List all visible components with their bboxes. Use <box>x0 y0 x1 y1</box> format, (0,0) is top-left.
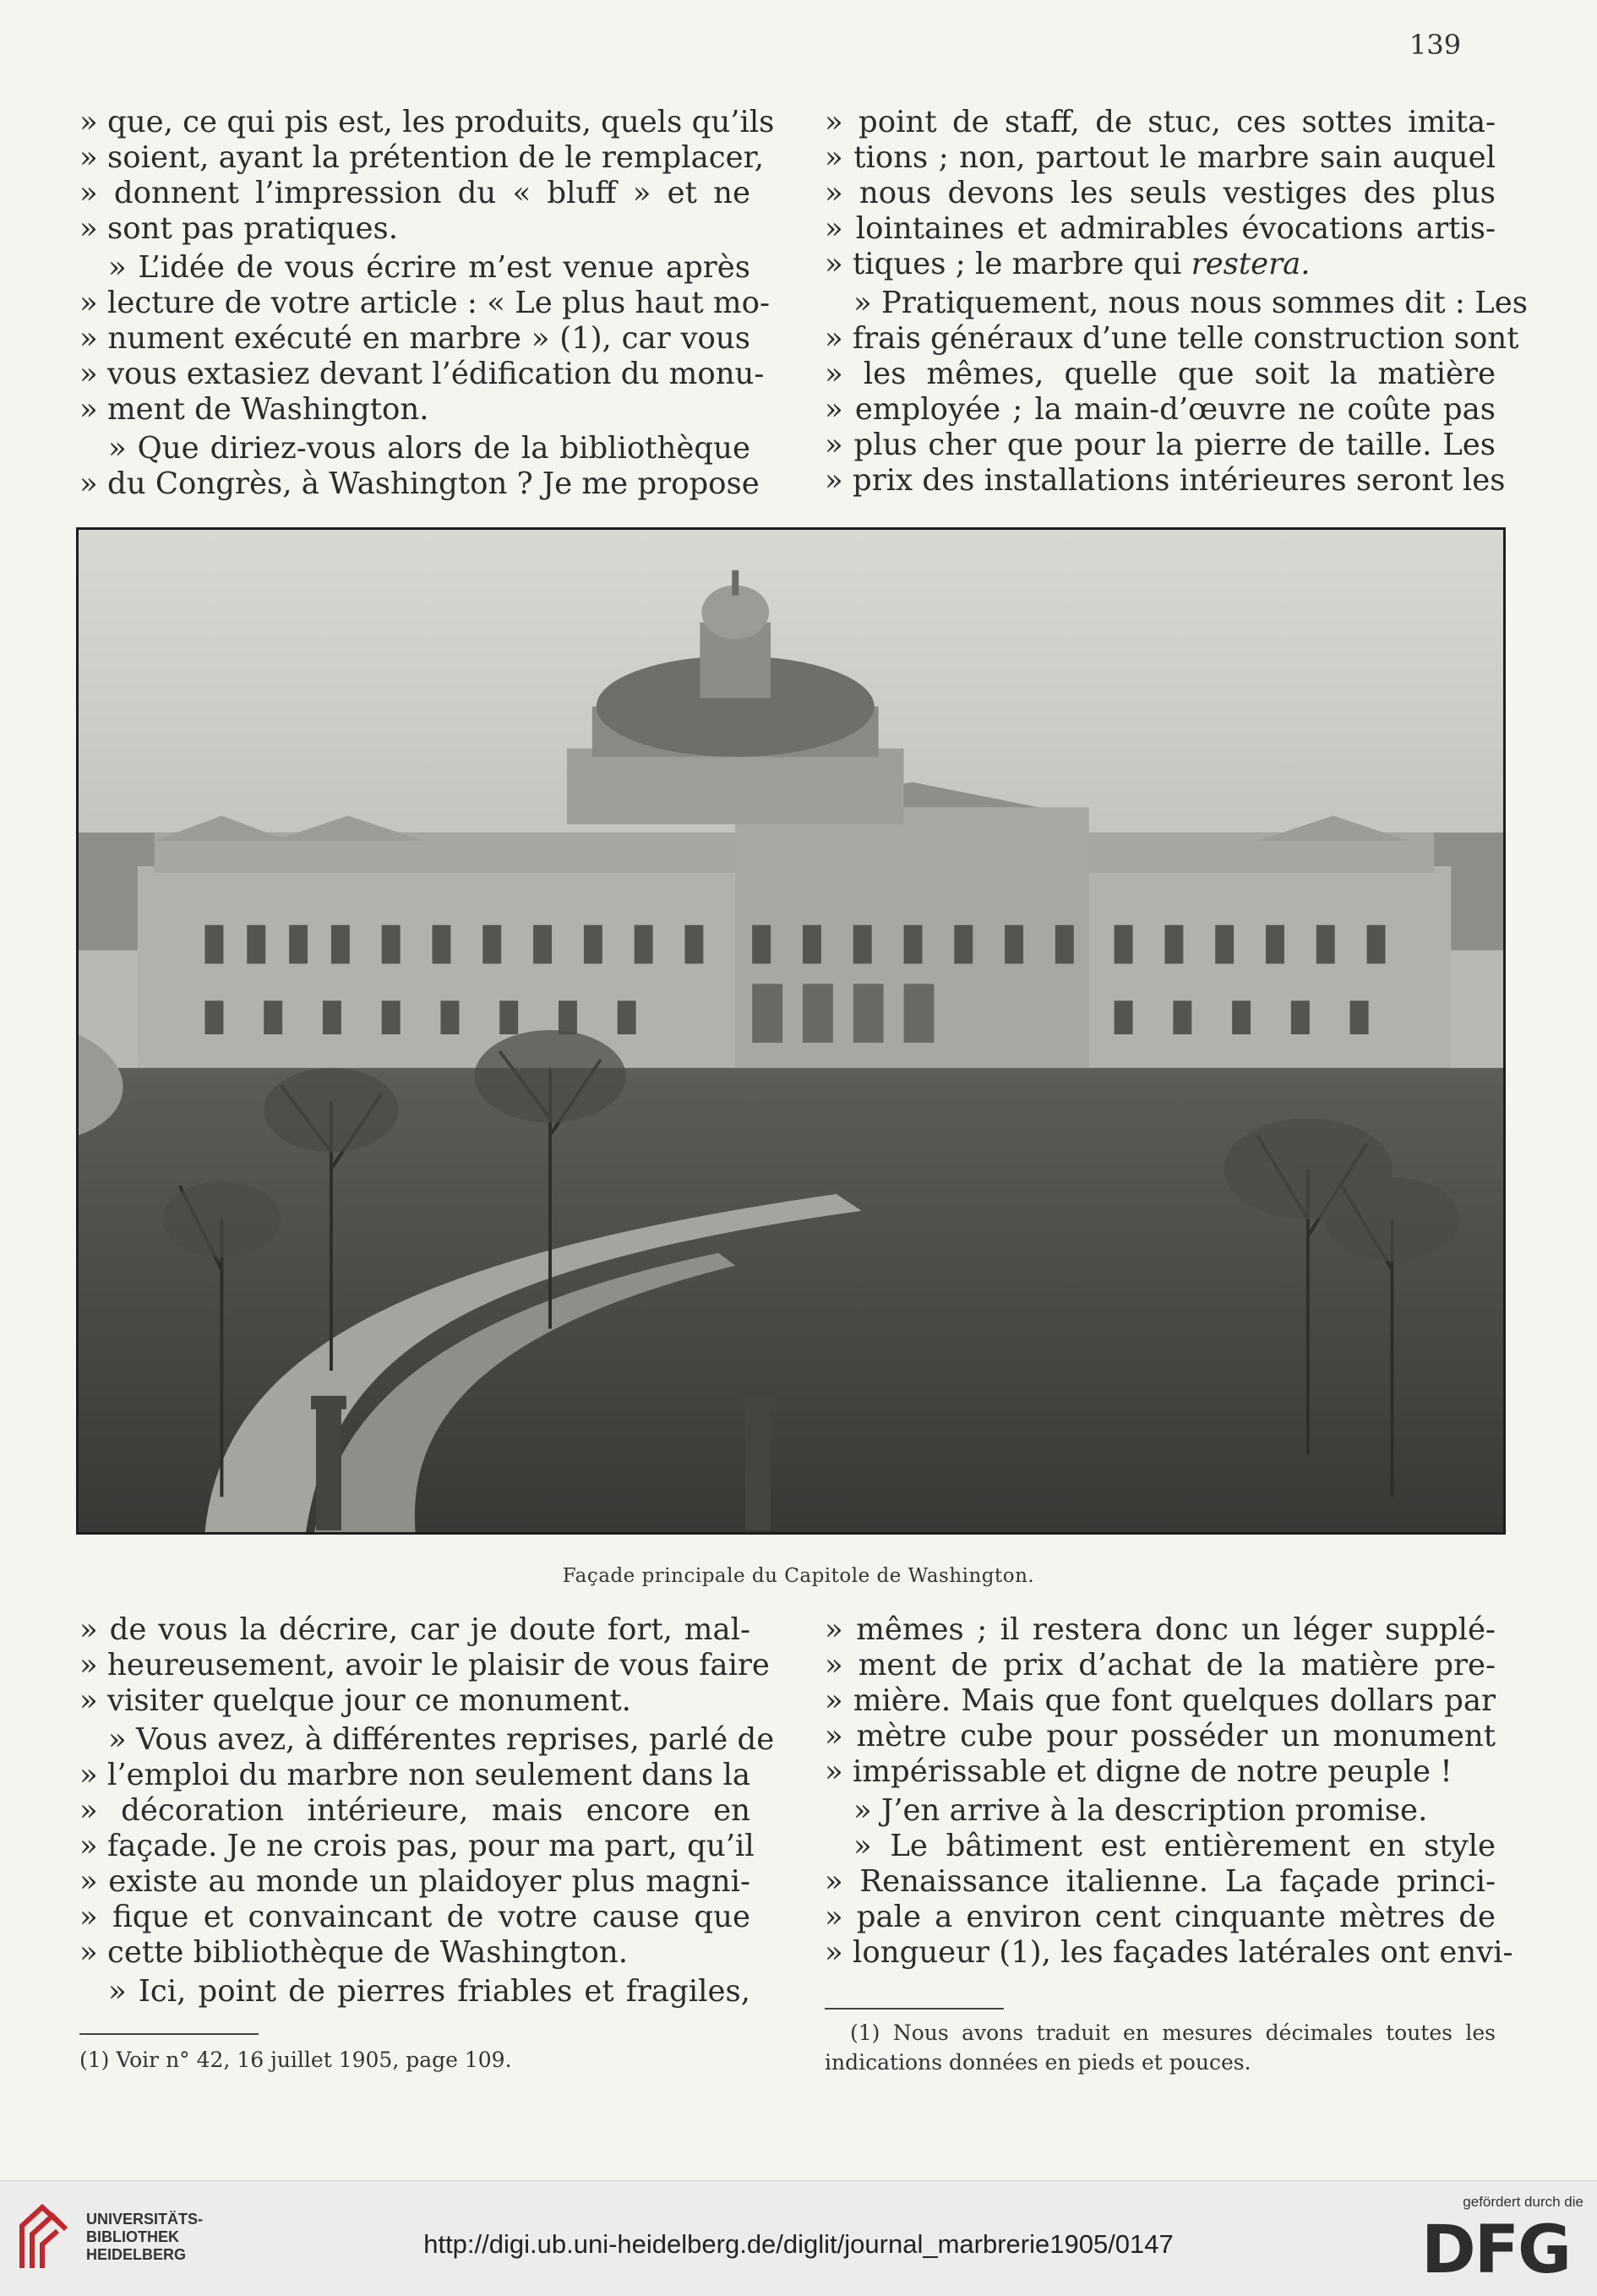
text-line: » ment de Washington. <box>79 392 429 427</box>
text-line: » prix des installations intérieures seront les <box>825 463 1506 498</box>
text-line: » impérissable et digne de notre peuple ! <box>825 1754 1453 1789</box>
text-line: » mière. Mais que font quelques dollars par <box>825 1683 1496 1718</box>
text-line: » tions ; non, partout le marbre sain auquel <box>825 140 1496 175</box>
text-line: » sont pas pratiques. <box>79 211 398 246</box>
dfg-logo: DFG <box>1421 2212 1571 2288</box>
top-left-column <box>79 105 775 502</box>
text-line: » pale a environ cent cinquante mètres de <box>825 1900 1496 1934</box>
text-line: » point de staff, de stuc, ces sottes imita- <box>825 105 1496 139</box>
footnote-right <box>825 2018 1496 2077</box>
text-line: » L’idée de vous écrire m’est venue après <box>108 250 750 285</box>
building-photograph <box>76 527 1506 1535</box>
text-line: » soient, ayant la prétention de le remplacer, <box>79 140 765 175</box>
text-line: » ment de prix d’achat de la matière pre- <box>825 1648 1496 1682</box>
text-line: » longueur (1), les façades latérales ont envi- <box>825 1935 1513 1970</box>
text-line: » que, ce qui pis est, les produits, quels qu’ils <box>79 105 775 139</box>
text-line: » lointaines et admirables évocations artis- <box>825 211 1496 246</box>
text-line: » décoration intérieure, mais encore en <box>79 1793 750 1828</box>
text-line: » l’emploi du marbre non seulement dans la <box>79 1758 750 1792</box>
text-line: » nous devons les seuls vestiges des plus <box>825 176 1496 210</box>
top-right-column <box>825 105 1528 499</box>
text-line: » lecture de votre article : « Le plus haut mo- <box>79 286 770 320</box>
text-line: » plus cher que pour la pierre de taille. Les <box>825 428 1496 462</box>
footnote-rule <box>825 2008 1004 2010</box>
text-line: » du Congrès, à Washington ? Je me propose <box>79 466 760 501</box>
text-line: » Vous avez, à différentes reprises, parlé de <box>108 1722 775 1757</box>
text-line: » existe au monde un plaidoyer plus magni- <box>79 1864 750 1899</box>
footnote-rule <box>79 2033 259 2035</box>
text-line: » tiques ; le marbre qui restera. <box>825 247 1311 281</box>
bottom-left-column <box>79 1612 775 2010</box>
source-url-link[interactable]: http://digi.ub.uni-heidelberg.de/diglit/journal_marbrerie1905/0147 <box>423 2229 1174 2259</box>
text-line: » Ici, point de pierres friables et fragiles, <box>108 1974 750 2009</box>
bottom-right-column <box>825 1612 1513 1971</box>
emphasis-word: restera. <box>1191 247 1311 281</box>
figure-caption: Façade principale du Capitole de Washington. <box>562 1565 1035 1587</box>
text-line: » mètre cube pour posséder un monument <box>825 1719 1496 1753</box>
text-line: » visiter quelque jour ce monument. <box>79 1683 631 1718</box>
text-line: » heureusement, avoir le plaisir de vous faire <box>79 1648 770 1682</box>
institution-name: UNIVERSITÄTS- BIBLIOTHEK HEIDELBERG <box>86 2211 204 2263</box>
text-line: » façade. Je ne crois pas, pour ma part, qu’il <box>79 1829 755 1863</box>
text-line: » Que diriez-vous alors de la bibliothèque <box>108 431 750 466</box>
text-line: » les mêmes, quelle que soit la matière <box>825 357 1496 391</box>
text-line: » cette bibliothèque de Washington. <box>79 1935 629 1970</box>
text-line: » donnent l’impression du « bluff » et ne <box>79 176 750 210</box>
text-line: » fique et convaincant de votre cause que <box>79 1900 750 1934</box>
text-line: » Le bâtiment est entièrement en style <box>853 1829 1496 1863</box>
text-line: » de vous la décrire, car je doute fort, mal- <box>79 1612 750 1647</box>
text-line: » employée ; la main-d’œuvre ne coûte pas <box>825 392 1496 427</box>
text-line: » mêmes ; il restera donc un léger supplé- <box>825 1612 1496 1647</box>
footnote-left: (1) Voir n° 42, 16 juillet 1905, page 109. <box>79 2048 512 2072</box>
footnote-line: (1) Nous avons traduit en mesures décimales toutes les <box>850 2021 1496 2045</box>
text-line: » nument exécuté en marbre » (1), car vous <box>79 321 750 356</box>
text-line: » Pratiquement, nous nous sommes dit : Les <box>853 286 1528 320</box>
sponsor-text: gefördert durch die <box>1463 2194 1583 2210</box>
library-of-congress-photo <box>79 530 1503 1532</box>
footnote-line: indications données en pieds et pouces. <box>825 2050 1251 2075</box>
page-number: 139 <box>1409 29 1462 61</box>
text-line: » J’en arrive à la description promise. <box>853 1793 1428 1828</box>
text-line: » vous extasiez devant l’édification du monu- <box>79 357 765 391</box>
text-line: » frais généraux d’une telle construction sont <box>825 321 1519 356</box>
text-line: » Renaissance italienne. La façade princi- <box>825 1864 1496 1899</box>
